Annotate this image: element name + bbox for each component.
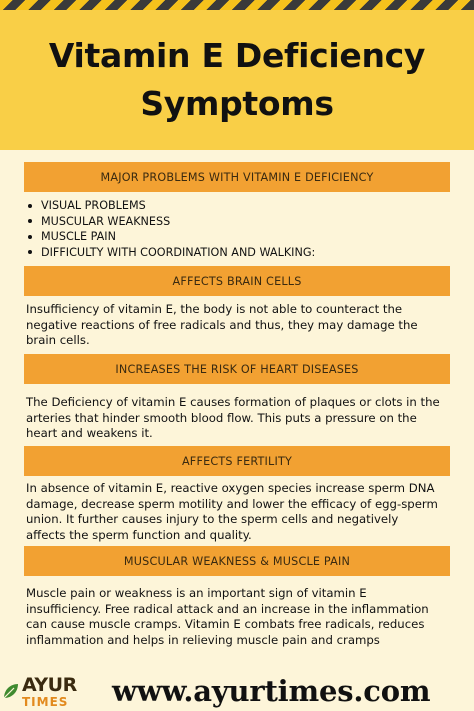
bullet-icon xyxy=(28,204,32,208)
paragraph-line: can cause muscle cramps. Vitamin E combats free radicals, reduces xyxy=(26,617,425,632)
bullet-icon xyxy=(28,235,32,239)
logo-subtext: TIMES xyxy=(22,695,69,709)
major-problems-list xyxy=(26,198,452,260)
list-item: VISUAL PROBLEMS xyxy=(26,198,452,214)
paragraph-line: Muscle pain or weakness is an important sign of vitamin E xyxy=(26,586,367,600)
paragraph-line: damage, decrease sperm motility and lower the efficacy of egg-sperm xyxy=(26,496,438,511)
leaf-logo-icon xyxy=(2,682,20,700)
paragraph-line: affects the sperm function and quality. xyxy=(26,527,252,542)
website-url: www.ayurtimes.com xyxy=(112,674,431,708)
brain-cells-paragraph xyxy=(26,302,452,349)
page-title-line-2: Symptoms xyxy=(140,84,334,123)
paragraph-line: In absence of vitamin E, reactive oxygen species increase sperm DNA xyxy=(26,481,435,495)
paragraph-line: insufficiency. Free radical attack and an increase in the inflammation xyxy=(26,601,429,616)
list-item: MUSCLE PAIN xyxy=(26,229,452,245)
section-header-major-problems: MAJOR PROBLEMS WITH VITAMIN E DEFICIENCY xyxy=(24,162,450,192)
ayurtimes-logo xyxy=(0,676,100,711)
section-header-brain-cells: AFFECTS BRAIN CELLS xyxy=(24,266,450,296)
title-banner xyxy=(0,10,474,150)
paragraph-line: Insufficiency of vitamin E, the body is not able to counteract the xyxy=(26,302,403,316)
footer xyxy=(0,672,474,711)
logo-text: AYUR xyxy=(22,674,77,696)
paragraph-line: union. It further causes injury to the sperm cells and negatively xyxy=(26,512,399,527)
bullet-icon xyxy=(28,250,32,254)
list-item: MUSCULAR WEAKNESS xyxy=(26,214,452,230)
heart-diseases-paragraph xyxy=(26,395,452,442)
hazard-stripe-border xyxy=(0,0,474,10)
muscle-pain-paragraph xyxy=(26,586,452,648)
paragraph-line: brain cells. xyxy=(26,333,90,348)
page-title-line-1: Vitamin E Deficiency xyxy=(48,36,426,75)
section-header-muscle-pain: MUSCULAR WEAKNESS & MUSCLE PAIN xyxy=(24,546,450,576)
fertility-paragraph xyxy=(26,481,452,543)
section-header-heart-diseases: INCREASES THE RISK OF HEART DISEASES xyxy=(24,354,450,384)
paragraph-line: The Deficiency of vitamin E causes formation of plaques or clots in the xyxy=(26,395,440,409)
paragraph-line: negative reactions of free radicals and thus, they may damage the xyxy=(26,317,418,332)
section-header-fertility: AFFECTS FERTILITY xyxy=(24,446,450,476)
paragraph-line: heart and weakens it. xyxy=(26,426,153,441)
list-item: DIFFICULTY WITH COORDINATION AND WALKING: xyxy=(26,245,452,261)
bullet-icon xyxy=(28,219,32,223)
paragraph-line: arteries that hinder smooth blood flow. This puts a pressure on the xyxy=(26,410,417,425)
paragraph-line: inflammation and helps in relieving muscle pain and cramps xyxy=(26,632,380,647)
